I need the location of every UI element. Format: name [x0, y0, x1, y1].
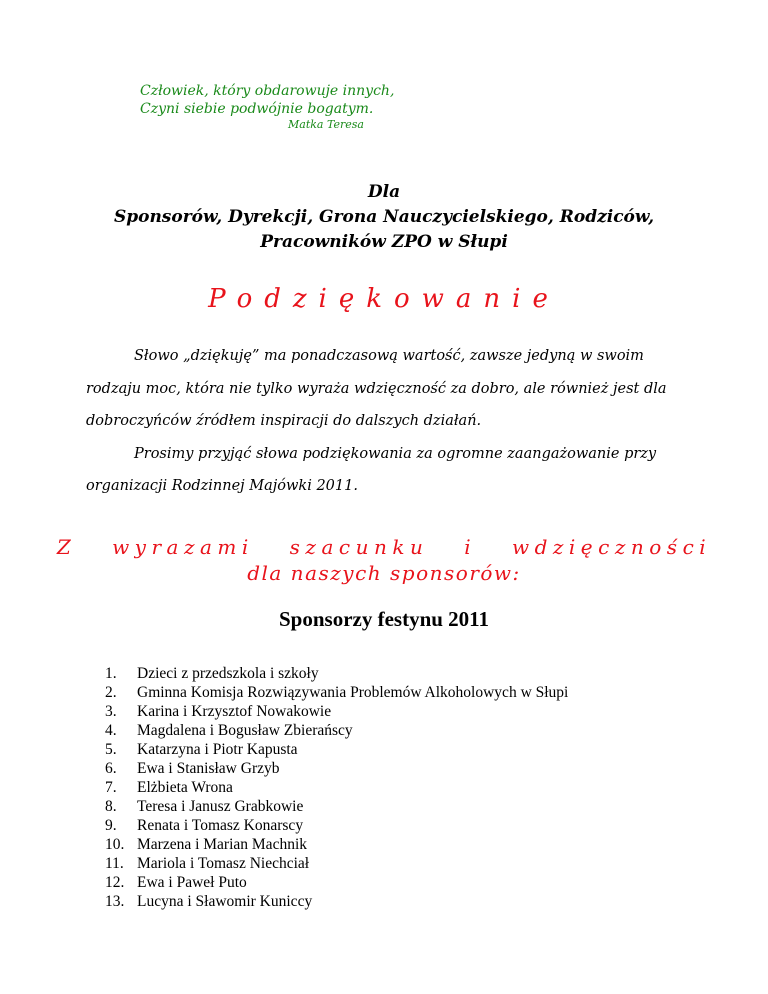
- dedication-line-2: Sponsorów, Dyrekcji, Grona Nauczycielskiego, Rodziców,: [113, 207, 655, 227]
- list-item: 5. Katarzyna i Piotr Kapusta: [105, 741, 298, 758]
- list-item: 11. Mariola i Tomasz Niechciał: [105, 855, 310, 872]
- list-item: 9. Renata i Tomasz Konarscy: [105, 817, 304, 834]
- paragraph-1-line-1: Słowo „dziękuję” ma ponadczasową wartość, zawsze jedyną w swoim: [134, 348, 644, 364]
- closing-line-2: dla naszych sponsorów:: [247, 561, 521, 585]
- quote-author: Matka Teresa: [288, 118, 364, 131]
- list-item: 4. Magdalena i Bogusław Zbierańscy: [105, 722, 353, 739]
- thanks-title: Podziękowanie: [208, 284, 560, 314]
- paragraph-1-line-3: dobroczyńców źródłem inspiracji do dalszych działań.: [86, 413, 482, 429]
- dedication-line-1: Dla: [367, 182, 401, 202]
- dedication-heading: [0, 180, 768, 255]
- closing-line-1: Z wyrazami szacunku i wdzięczności: [56, 535, 712, 559]
- epigraph-quote: [140, 82, 394, 132]
- paragraph-2-line-1: Prosimy przyjąć słowa podziękowania za ogromne zaangażowanie przy: [134, 445, 657, 462]
- list-item: 1. Dzieci z przedszkola i szkoły: [105, 665, 319, 682]
- sponsors-title: Sponsorzy festynu 2011: [278, 607, 490, 631]
- list-item: 2. Gminna Komisja Rozwiązywania Problemów Alkoholowych w Słupi: [105, 684, 569, 701]
- list-item: 8. Teresa i Janusz Grabkowie: [105, 798, 304, 815]
- list-item: 13. Lucyna i Sławomir Kuniccy: [105, 893, 313, 910]
- list-item: 6. Ewa i Stanisław Grzyb: [105, 760, 280, 777]
- list-item: 10. Marzena i Marian Machnik: [105, 836, 308, 853]
- thanks-body: [86, 340, 696, 503]
- list-item: 7. Elżbieta Wrona: [105, 779, 233, 796]
- quote-line-2: Czyni siebie podwójnie bogatym.: [140, 101, 374, 117]
- sponsor-list: [105, 664, 568, 911]
- paragraph-1-line-2: rodzaju moc, która nie tylko wyraża wdzięczność za dobro, ale również jest dla: [86, 380, 667, 397]
- dedication-line-3: Pracowników ZPO w Słupi: [260, 232, 508, 252]
- quote-line-1: Człowiek, który obdarowuje innych,: [140, 83, 395, 99]
- closing-greeting: [0, 534, 768, 586]
- list-item: 3. Karina i Krzysztof Nowakowie: [105, 703, 332, 720]
- paragraph-2-line-2: organizacji Rodzinnej Majówki 2011.: [86, 478, 358, 494]
- list-item: 12. Ewa i Paweł Puto: [105, 874, 247, 891]
